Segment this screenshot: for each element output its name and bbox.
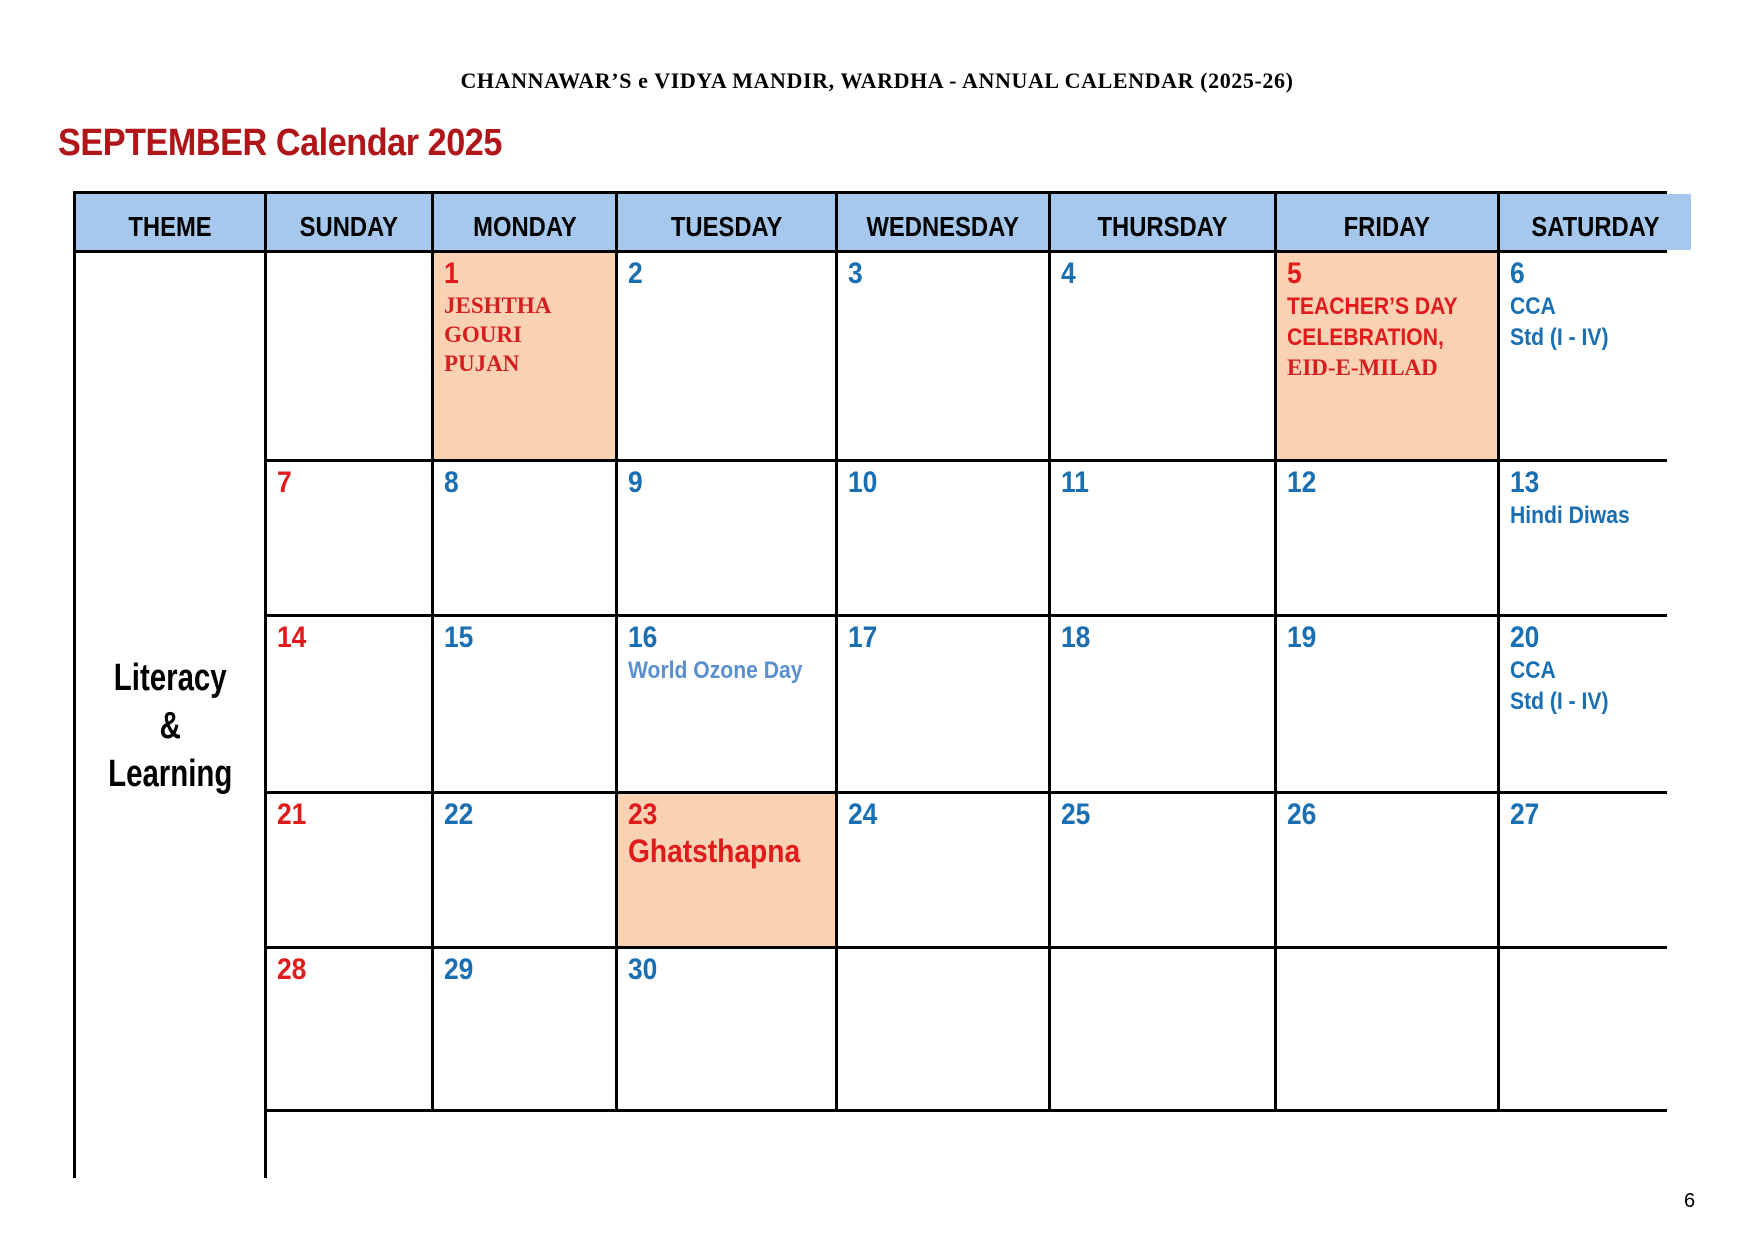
event-label: GOURI <box>444 322 522 347</box>
theme-line-1: Literacy <box>113 657 227 699</box>
day-cell-29 <box>434 949 615 1109</box>
header-tuesday: TUESDAY <box>618 194 835 250</box>
header-sunday: SUNDAY <box>267 194 431 250</box>
day-cell-10 <box>838 462 1048 614</box>
event-label: CCA <box>1510 293 1556 320</box>
day-cell-7 <box>267 462 431 614</box>
event-label: TEACHER’S DAY <box>1287 293 1458 320</box>
day-cell-19 <box>1277 617 1497 791</box>
day-number: 15 <box>444 621 474 654</box>
day-number: 1 <box>444 257 459 290</box>
day-number: 16 <box>628 621 658 654</box>
theme-cell <box>76 253 264 1199</box>
event-label: CELEBRATION, <box>1287 324 1444 351</box>
day-cell-5 <box>1277 253 1497 459</box>
day-cell-empty <box>1500 949 1691 1109</box>
day-number: 30 <box>628 953 658 986</box>
day-number: 6 <box>1510 257 1525 290</box>
header-friday: FRIDAY <box>1277 194 1497 250</box>
day-number: 27 <box>1510 798 1540 831</box>
notes-row <box>267 1112 1691 1199</box>
day-cell-14 <box>267 617 431 791</box>
day-cell-2 <box>618 253 835 459</box>
calendar-grid <box>73 191 1667 1178</box>
header-thursday: THURSDAY <box>1051 194 1274 250</box>
day-cell-25 <box>1051 794 1274 946</box>
day-cell-15 <box>434 617 615 791</box>
day-number: 8 <box>444 466 459 499</box>
day-cell-30 <box>618 949 835 1109</box>
day-cell-16 <box>618 617 835 791</box>
day-cell-24 <box>838 794 1048 946</box>
day-number: 25 <box>1061 798 1091 831</box>
event-label: World Ozone Day <box>628 657 803 684</box>
day-cell-11 <box>1051 462 1274 614</box>
day-number: 20 <box>1510 621 1540 654</box>
event-label: EID-E-MILAD <box>1287 355 1438 380</box>
event-label: Std (I - IV) <box>1510 324 1609 351</box>
day-cell-22 <box>434 794 615 946</box>
event-label: PUJAN <box>444 351 520 376</box>
day-number: 29 <box>444 953 474 986</box>
day-cell-empty <box>1051 949 1274 1109</box>
day-number: 17 <box>848 621 878 654</box>
header-wednesday: WEDNESDAY <box>838 194 1048 250</box>
day-number: 3 <box>848 257 863 290</box>
school-title: CHANNAWAR’S e VIDYA MANDIR, WARDHA - ANNUAL CALENDAR (2025-26) <box>460 68 1294 93</box>
month-title: SEPTEMBER Calendar 2025 <box>58 122 502 164</box>
day-cell-27 <box>1500 794 1691 946</box>
day-number: 26 <box>1287 798 1317 831</box>
day-cell-empty <box>838 949 1048 1109</box>
day-number: 21 <box>277 798 307 831</box>
theme-line-2: & <box>159 705 181 747</box>
event-label: Std (I - IV) <box>1510 688 1609 715</box>
day-number: 2 <box>628 257 643 290</box>
day-cell-26 <box>1277 794 1497 946</box>
day-cell-3 <box>838 253 1048 459</box>
theme-line-3: Learning <box>107 753 233 795</box>
day-number: 13 <box>1510 466 1540 499</box>
day-cell-23 <box>618 794 835 946</box>
day-cell-28 <box>267 949 431 1109</box>
day-cell-8 <box>434 462 615 614</box>
day-number: 11 <box>1061 466 1089 499</box>
day-cell-1 <box>434 253 615 459</box>
day-number: 12 <box>1287 466 1317 499</box>
day-number: 22 <box>444 798 474 831</box>
day-number: 7 <box>277 466 292 499</box>
day-cell-empty <box>1277 949 1497 1109</box>
day-cell-12 <box>1277 462 1497 614</box>
header-theme: THEME <box>76 194 264 250</box>
event-label: Hindi Diwas <box>1510 502 1630 529</box>
day-cell-9 <box>618 462 835 614</box>
event-label: CCA <box>1510 657 1556 684</box>
day-cell-18 <box>1051 617 1274 791</box>
day-cell-21 <box>267 794 431 946</box>
day-number: 14 <box>277 621 307 654</box>
day-cell-20 <box>1500 617 1691 791</box>
event-label: Ghatsthapna <box>628 833 801 869</box>
day-number: 23 <box>628 798 658 831</box>
day-cell-4 <box>1051 253 1274 459</box>
day-number: 24 <box>848 798 878 831</box>
day-number: 18 <box>1061 621 1091 654</box>
day-number: 5 <box>1287 257 1302 290</box>
day-number: 4 <box>1061 257 1076 290</box>
header-monday: MONDAY <box>434 194 615 250</box>
day-number: 9 <box>628 466 643 499</box>
day-cell-6 <box>1500 253 1691 459</box>
day-cell-13 <box>1500 462 1691 614</box>
page-number: 6 <box>1684 1190 1696 1212</box>
day-number: 10 <box>848 466 878 499</box>
header-saturday: SATURDAY <box>1500 194 1691 250</box>
event-label: JESHTHA <box>444 293 552 318</box>
day-number: 28 <box>277 953 307 986</box>
day-cell-empty <box>267 253 431 459</box>
day-number: 19 <box>1287 621 1317 654</box>
day-cell-17 <box>838 617 1048 791</box>
